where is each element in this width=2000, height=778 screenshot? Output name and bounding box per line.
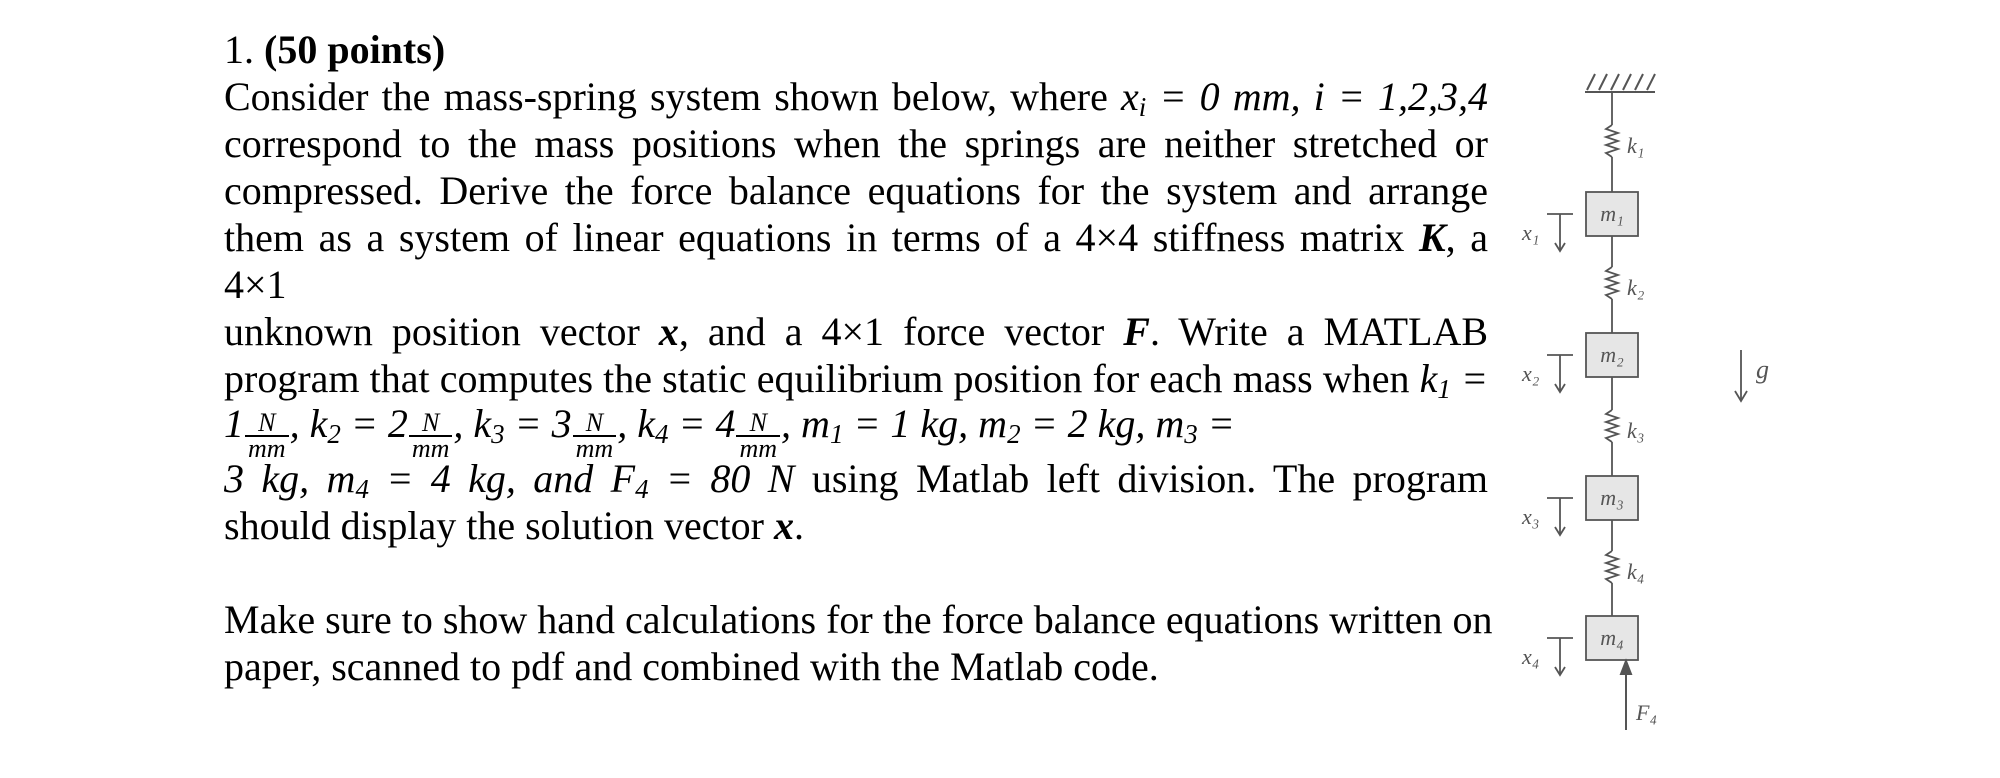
- math-k2: , k: [289, 401, 328, 446]
- spring-k3: [1606, 377, 1618, 476]
- statement-line-1: [224, 73, 1488, 120]
- math-equals: =: [1450, 356, 1488, 401]
- position-label-x3: x₃: [1522, 504, 1540, 529]
- math-k3: , k: [453, 401, 492, 446]
- note-line-2: paper, scanned to pdf and combined with the Matlab code.: [224, 644, 1159, 689]
- math-sub: 3: [491, 419, 505, 449]
- math-sub: 1: [1437, 374, 1451, 404]
- frac-num: N: [736, 411, 780, 437]
- position-arrow-icons: [1547, 214, 1573, 675]
- m3-value: 3 kg, m: [224, 456, 356, 501]
- math-m1: , m: [781, 401, 830, 446]
- note-line-1: Make sure to show hand calculations for the force balance equations written on: [224, 597, 1493, 642]
- frac-den: mm: [411, 434, 450, 463]
- frac-num: N: [245, 411, 289, 437]
- unit-fraction: [736, 408, 780, 463]
- mass-label-m2: m₂: [1600, 342, 1624, 367]
- k4-value: = 4: [668, 401, 736, 446]
- matrix-K: K: [1418, 215, 1446, 260]
- frac-num: N: [409, 411, 453, 437]
- spring-k1: [1606, 92, 1618, 192]
- spring-label-k4: k₄: [1627, 559, 1645, 584]
- math-sub: 4: [355, 474, 369, 504]
- statement-line-2: correspond to the mass positions when the springs are neither stretched or: [224, 121, 1488, 166]
- paragraph-gap: [224, 549, 1488, 596]
- math-sub: 2: [1007, 419, 1021, 449]
- spring-k4: [1606, 520, 1618, 616]
- frac-den: mm: [739, 434, 778, 463]
- points-label: (50 points): [264, 27, 446, 72]
- k3-value: = 3: [504, 401, 572, 446]
- force-value: = 80 N: [648, 456, 795, 501]
- unit-fraction: [409, 408, 453, 463]
- math-sub: 4: [654, 419, 669, 449]
- parameter-line: [224, 394, 1488, 461]
- frac-den: mm: [248, 434, 286, 463]
- problem-header: [224, 26, 1488, 73]
- math-sub: i: [1138, 92, 1147, 122]
- gravity-label: g: [1756, 355, 1769, 384]
- position-label-x2: x₂: [1522, 361, 1540, 386]
- mass-label-m3: m₃: [1600, 485, 1624, 510]
- m2-value: = 2 kg, m: [1020, 401, 1185, 446]
- vector-F: F: [1123, 309, 1150, 354]
- position-label-x4: x₄: [1522, 644, 1540, 669]
- m3-equals: =: [1197, 401, 1235, 446]
- force-arrow-icon: [1621, 661, 1631, 730]
- statement-line-4: [224, 214, 1488, 308]
- m4-value: = 4 kg, and F: [368, 456, 636, 501]
- text-segment: unknown position vector: [224, 309, 659, 354]
- problem-statement: [224, 26, 1493, 690]
- spring-label-k3: k₃: [1627, 418, 1645, 443]
- text-segment: , and a 4×1 force vector: [678, 309, 1124, 354]
- statement-line-8: [224, 455, 1488, 502]
- math-x: x: [1121, 74, 1139, 119]
- math-sub: 2: [327, 419, 341, 449]
- ceiling-hatch: [1585, 74, 1655, 92]
- text-segment: . Write a MATLAB: [1149, 309, 1489, 354]
- text-segment: them as a system of linear equations in terms of a 4×4 stiffness matrix: [224, 215, 1419, 260]
- mass-label-m1: m₁: [1600, 201, 1624, 226]
- mass-spring-diagram: [1500, 60, 1790, 740]
- mass-spring-svg: [1500, 60, 1790, 740]
- frac-num: N: [573, 411, 617, 437]
- math-sub: 3: [1184, 419, 1198, 449]
- spring-label-k1: k₁: [1627, 133, 1645, 158]
- spring-k2: [1606, 236, 1618, 333]
- text-segment: , a 4×1: [224, 215, 1488, 307]
- frac-den: mm: [575, 434, 614, 463]
- gravity-arrow-icon: [1735, 350, 1747, 401]
- m1-value: = 1 kg, m: [843, 401, 1008, 446]
- text-segment: program that computes the static equilibrium position for each mass when: [224, 356, 1420, 401]
- text-segment: Consider the mass-spring system shown below, where: [224, 74, 1122, 119]
- math-k1: k: [1419, 356, 1438, 401]
- statement-line-9: [224, 502, 1488, 549]
- text-segment: using Matlab left division. The program: [794, 456, 1489, 501]
- text-segment: .: [793, 503, 804, 548]
- vector-x: x: [658, 309, 679, 354]
- position-label-x1: x₁: [1522, 220, 1540, 245]
- problem-number: 1.: [224, 27, 254, 72]
- math-equation: = 0 mm, i = 1,2,3,4: [1146, 74, 1489, 119]
- text-segment: should display the solution vector: [224, 503, 774, 548]
- math-sub: 1: [829, 419, 844, 449]
- statement-line-3: compressed. Derive the force balance equations for the system and arrange: [224, 168, 1488, 213]
- unit-fraction: [245, 408, 289, 463]
- k2-value: = 2: [340, 401, 408, 446]
- mass-label-m4: m₄: [1600, 625, 1624, 650]
- spring-label-k2: k₂: [1627, 275, 1645, 300]
- statement-line-5: [224, 308, 1488, 355]
- math-k4: , k: [617, 401, 655, 446]
- k1-value: 1: [224, 401, 244, 446]
- unit-fraction: [573, 408, 617, 463]
- vector-x: x: [773, 503, 794, 548]
- force-label: F₄: [1636, 700, 1658, 725]
- math-sub: 4: [635, 474, 649, 504]
